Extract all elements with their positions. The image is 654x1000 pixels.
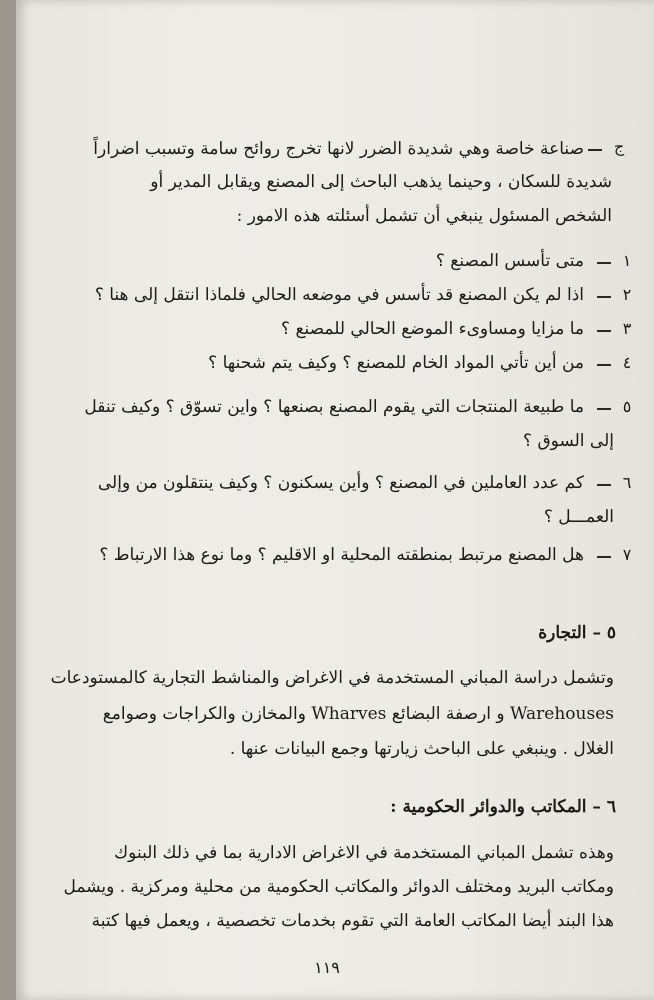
dash bbox=[597, 484, 611, 486]
question-number: ٢ bbox=[622, 285, 632, 304]
question-text: من أين تأتي المواد الخام للمصنع ؟ وكيف يتم شحنها ؟ bbox=[208, 353, 584, 373]
question-number: ٣ bbox=[622, 319, 632, 338]
paragraph-line: وهذه تشمل المباني المستخدمة في الاغراض الادارية بما في ذلك البنوك bbox=[114, 843, 614, 863]
question-number: ٧ bbox=[622, 545, 632, 564]
question-text: متى تأسس المصنع ؟ bbox=[435, 251, 584, 271]
dash bbox=[597, 330, 611, 332]
question-text-cont: إلى السوق ؟ bbox=[523, 431, 614, 451]
section-heading: ٥ – التجارة bbox=[538, 623, 616, 643]
section-c-line-1: صناعة خاصة وهي شديدة الضرر لانها تخرج روائح سامة وتسبب اضراراً bbox=[93, 139, 584, 159]
paragraph-line: الغلال . وينبغي على الباحث زيارتها وجمع البيانات عنها . bbox=[229, 739, 614, 759]
dash bbox=[588, 149, 602, 151]
section-c-line-2: شديدة للسكان ، وحينما يذهب الباحث إلى المصنع ويقابل المدير أو bbox=[150, 172, 612, 192]
dash bbox=[597, 408, 611, 410]
question-text: كم عدد العاملين في المصنع ؟ وأين يسكنون ؟ وكيف ينتقلون من وإلى bbox=[97, 473, 584, 493]
section-c-line-3: الشخص المسئول ينبغي أن تشمل أسئلته هذه الامور : bbox=[236, 206, 612, 226]
question-text: ما مزايا ومساوىء الموضع الحالي للمصنع ؟ bbox=[281, 319, 584, 339]
question-number: ١ bbox=[622, 251, 632, 270]
paragraph-line: Warehouses و ارصفة البضائع Wharves والمخازن والكراجات وصوامع bbox=[102, 704, 614, 724]
dash bbox=[597, 556, 611, 558]
question-text: هل المصنع مرتبط بمنطقته المحلية او الاقليم ؟ وما نوع هذا الارتباط ؟ bbox=[99, 545, 584, 565]
paragraph-line: ومكاتب البريد ومختلف الدوائر والمكاتب الحكومية من محلية ومركزية . ويشمل bbox=[63, 877, 614, 897]
question-text: اذا لم يكن المصنع قد تأسس في موضعه الحالي فلماذا انتقل إلى هنا ؟ bbox=[94, 285, 584, 305]
section-c-marker: ج bbox=[613, 137, 625, 156]
page-number: ١١٩ bbox=[314, 958, 340, 977]
question-text-cont: العمـــل ؟ bbox=[543, 507, 614, 527]
paragraph-line: هذا البند أيضا المكاتب العامة التي تقوم بخدمات تخصصية ، ويعمل فيها كتبة bbox=[91, 911, 614, 931]
question-text: ما طبيعة المنتجات التي يقوم المصنع بصنعها ؟ واين تسوّق ؟ وكيف تنقل bbox=[84, 397, 584, 417]
question-number: ٥ bbox=[622, 397, 632, 416]
section-heading: ٦ – المكاتب والدوائر الحكومية : bbox=[390, 797, 616, 817]
question-number: ٤ bbox=[622, 353, 632, 372]
dash bbox=[597, 296, 611, 298]
paragraph-line: وتشمل دراسة المباني المستخدمة في الاغراض والمناشط التجارية كالمستودعات bbox=[50, 668, 614, 688]
dash bbox=[597, 262, 611, 264]
dash bbox=[597, 364, 611, 366]
question-number: ٦ bbox=[622, 473, 632, 492]
